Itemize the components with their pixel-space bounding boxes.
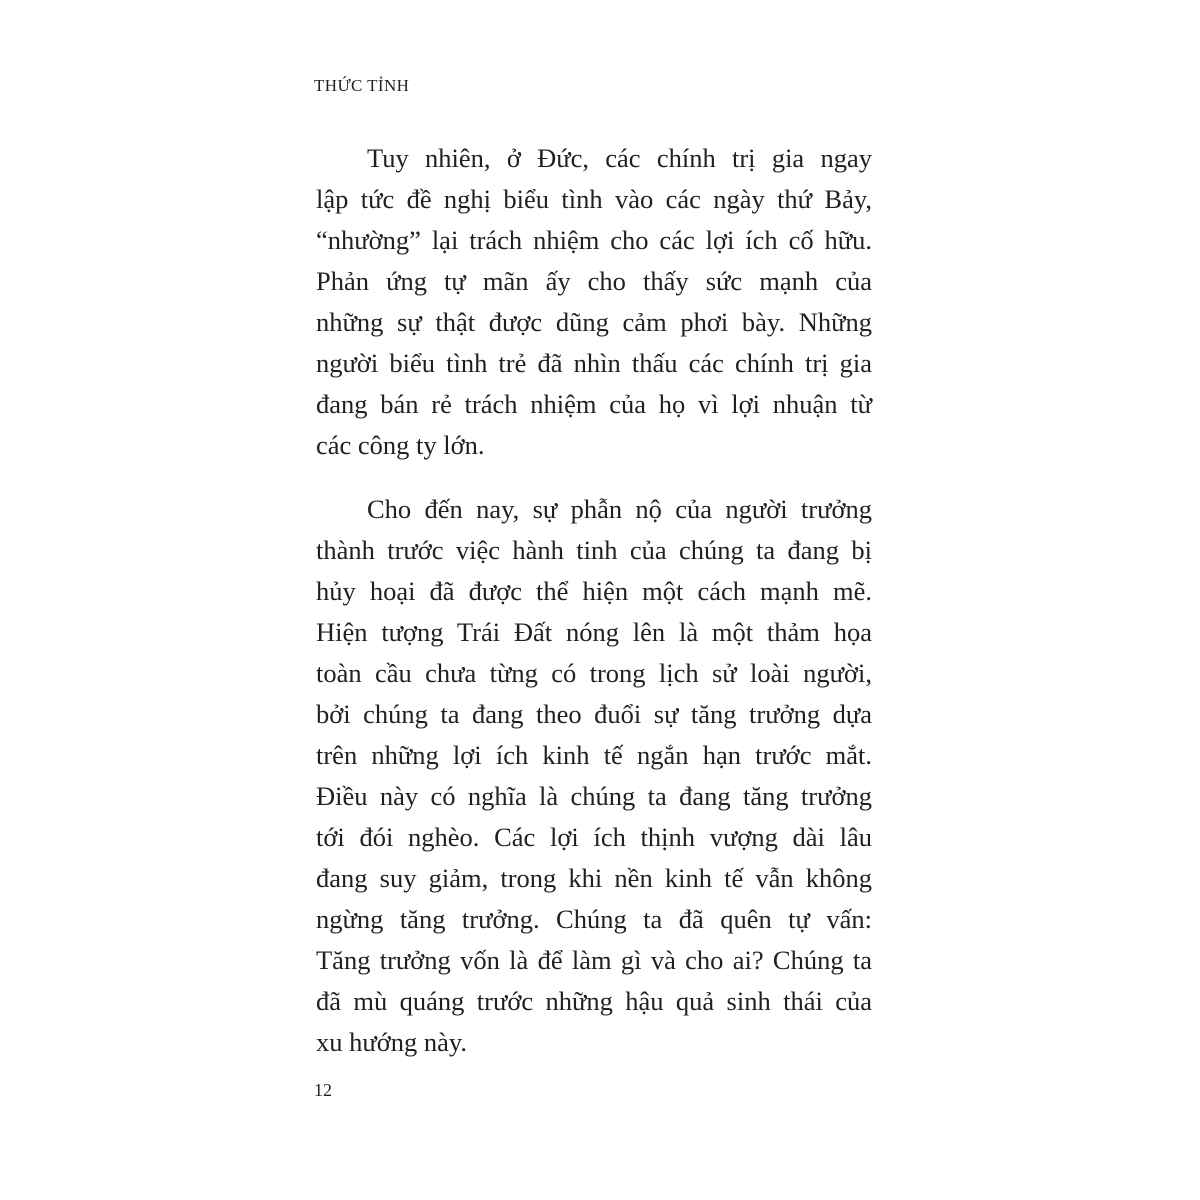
text-line: trên những lợi ích kinh tế ngắn hạn trước mắt. bbox=[316, 740, 872, 770]
text-line: Hiện tượng Trái Đất nóng lên là một thảm họa bbox=[316, 617, 872, 647]
text-line: các công ty lớn. bbox=[316, 430, 485, 460]
text-line: Tuy nhiên, ở Đức, các chính trị gia ngay bbox=[367, 143, 872, 173]
text-line: bởi chúng ta đang theo đuổi sự tăng trưởng dựa bbox=[316, 699, 872, 729]
text-line: xu hướng này. bbox=[316, 1027, 468, 1057]
text-line: thành trước việc hành tinh của chúng ta đang bị bbox=[316, 535, 872, 565]
text-line: ngừng tăng trưởng. Chúng ta đã quên tự vấn: bbox=[316, 904, 872, 934]
text-line: Cho đến nay, sự phẫn nộ của người trưởng bbox=[367, 494, 872, 524]
paragraph-spacer bbox=[316, 466, 872, 489]
text-line: đã mù quáng trước những hậu quả sinh thái của bbox=[316, 986, 872, 1016]
text-line: toàn cầu chưa từng có trong lịch sử loài người, bbox=[316, 658, 872, 688]
paragraph-2 bbox=[316, 489, 872, 1063]
text-line: lập tức đề nghị biểu tình vào các ngày thứ Bảy, bbox=[316, 184, 872, 214]
text-line: người biểu tình trẻ đã nhìn thấu các chính trị gia bbox=[316, 348, 872, 378]
page-number: 12 bbox=[314, 1080, 332, 1100]
text-line: đang bán rẻ trách nhiệm của họ vì lợi nhuận từ bbox=[316, 389, 872, 419]
text-line: Điều này có nghĩa là chúng ta đang tăng trưởng bbox=[316, 781, 872, 811]
text-line: hủy hoại đã được thể hiện một cách mạnh mẽ. bbox=[316, 576, 872, 606]
running-header: THỨC TỈNH bbox=[314, 76, 410, 95]
body-text bbox=[316, 138, 872, 1063]
text-line: những sự thật được dũng cảm phơi bày. Những bbox=[316, 307, 872, 337]
text-line: Phản ứng tự mãn ấy cho thấy sức mạnh của bbox=[316, 266, 872, 296]
text-line: đang suy giảm, trong khi nền kinh tế vẫn không bbox=[316, 863, 872, 893]
text-line: Tăng trưởng vốn là để làm gì và cho ai? Chúng ta bbox=[316, 945, 872, 975]
paragraph-1 bbox=[316, 138, 872, 466]
text-line: “nhường” lại trách nhiệm cho các lợi ích cố hữu. bbox=[316, 225, 872, 255]
text-line: tới đói nghèo. Các lợi ích thịnh vượng dài lâu bbox=[316, 822, 872, 852]
